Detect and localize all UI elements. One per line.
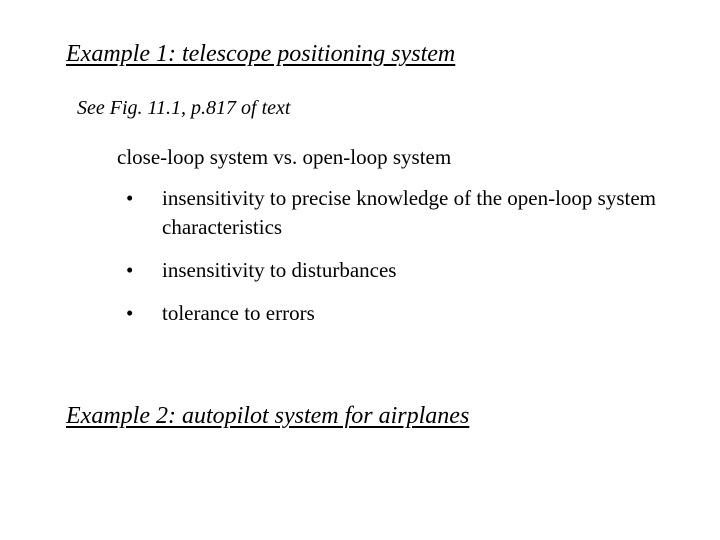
bullet-text: tolerance to errors — [162, 301, 315, 325]
bullet-text: insensitivity to disturbances — [162, 258, 397, 282]
comparison-line: close-loop system vs. open-loop system — [117, 145, 452, 169]
bullet-icon: • — [126, 258, 134, 282]
example-2-title: Example 2: autopilot system for airplanes — [66, 403, 470, 429]
bullet-text: insensitivity to precise knowledge of the open-loop system characteristics — [162, 186, 656, 239]
list-item — [126, 184, 716, 242]
bullet-icon: • — [126, 301, 134, 325]
figure-reference: See Fig. 11.1, p.817 of text — [77, 97, 291, 119]
example-1-title: Example 1: telescope positioning system — [66, 41, 456, 67]
bullet-icon: • — [126, 186, 134, 210]
list-item — [126, 299, 716, 328]
list-item — [126, 256, 716, 285]
advantages-list — [126, 184, 716, 342]
